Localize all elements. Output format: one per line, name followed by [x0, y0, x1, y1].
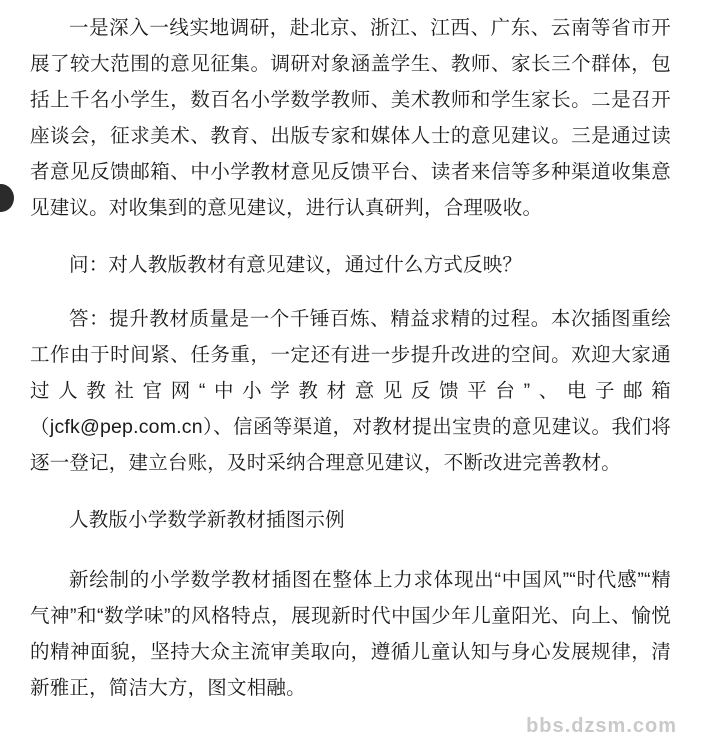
paragraph-illustration-style: 新绘制的小学数学教材插图在整体上力求体现出“中国风”“时代感”“精气神”和“数学味”的风格特点，展现新时代中国少年儿童阳光、向上、愉悦的精神面貌，坚持大众主流审美取向，遵循儿童认知与身心发展规律，清新雅正，简洁大方，图文相融。	[30, 569, 671, 699]
paragraph-question: 问：对人教版教材有意见建议，通过什么方式反映？	[69, 254, 523, 276]
watermark: bbs.dzsm.com	[526, 715, 677, 737]
paragraph-research-methods: 一是深入一线实地调研，赴北京、浙江、江西、广东、云南等省市开展了较大范围的意见征集。调研对象涵盖学生、教师、家长三个群体，包括上千名小学生，数百名小学数学教师、美术教师和学生家长。二是召开座谈会，征求美术、教育、出版专家和媒体人士的意见建议。三是通过读者意见反馈邮箱、中小学教材意见反馈平台、读者来信等多种渠道收集意见建议。对收集到的意见建议，进行认真研判，合理吸收。	[30, 17, 671, 219]
page-edge-marker	[0, 184, 14, 212]
paragraph-answer: 答：提升教材质量是一个千锤百炼、精益求精的过程。本次插图重绘工作由于时间紧、任务重，一定还有进一步提升改进的空间。欢迎大家通过人教社官网“中小学教材意见反馈平台”、电子邮箱（jcfk@pep.com.cn）、信函等渠道，对教材提出宝贵的意见建议。我们将逐一登记，建立台账，及时采纳合理意见建议，不断改进完善教材。	[30, 308, 671, 474]
paragraph-illustration-caption: 人教版小学数学新教材插图示例	[69, 509, 345, 531]
